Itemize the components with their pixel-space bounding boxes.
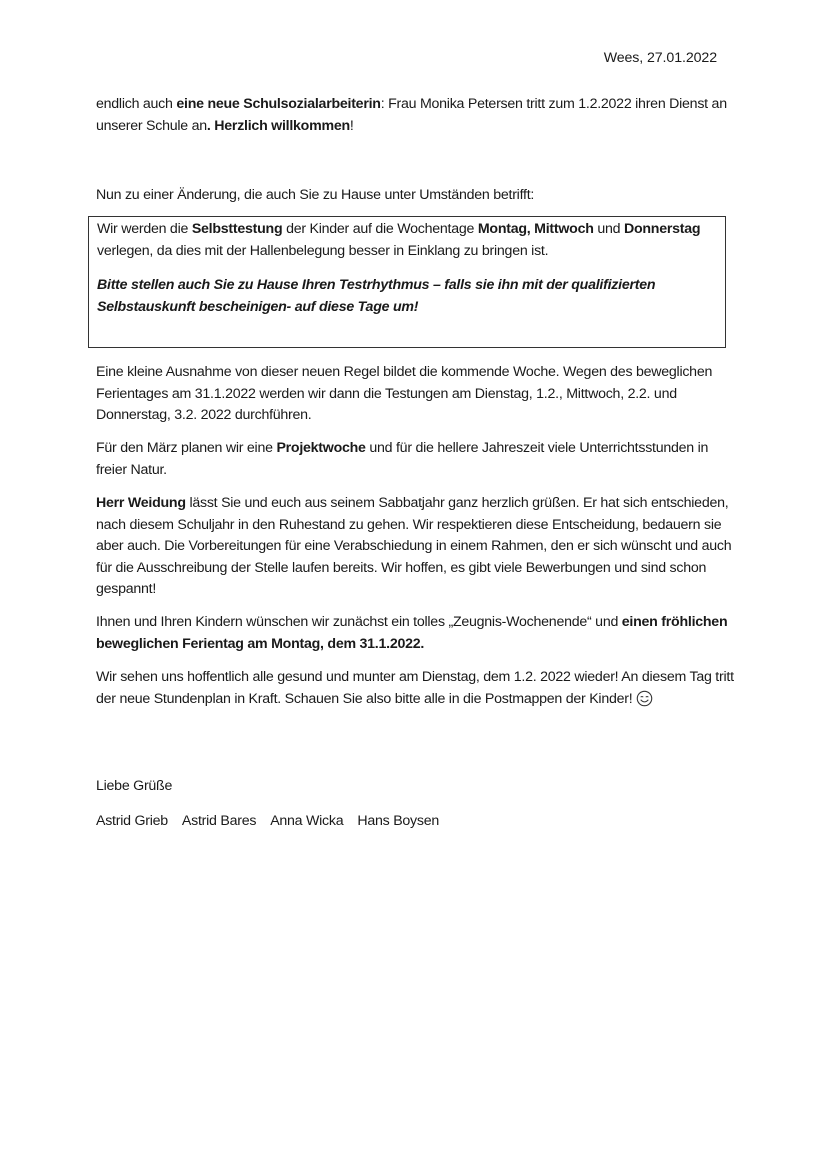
bold-text: Selbsttestung	[191, 221, 283, 237]
text: und	[593, 221, 624, 237]
text: der Kinder auf die Wochentage	[282, 221, 478, 237]
notice-testing-days	[97, 219, 717, 262]
text: Für den März planen wir eine	[96, 440, 277, 456]
paragraph-weekend-wishes	[96, 612, 736, 655]
text: !	[349, 117, 354, 134]
text: verlegen, da dies mit der Hallenbelegung besser in Einklang zu bringen ist.	[97, 242, 549, 259]
paragraph-herr-weidung	[96, 493, 736, 601]
bold-text: eine neue Schulsozialarbeiterin	[176, 96, 381, 112]
notice-box	[88, 216, 726, 348]
signatures	[96, 811, 736, 833]
smiley-face-icon	[636, 690, 653, 707]
text: Ihnen und Ihren Kindern wünschen wir zunächst ein tolles „Zeugnis-Wochenende“ und	[96, 614, 622, 630]
closing-greeting: Liebe Grüße	[96, 778, 173, 794]
paragraph-new-social-worker	[96, 94, 736, 137]
bold-text: Montag, Mittwoch	[477, 221, 594, 237]
paragraph-change-intro: Nun zu einer Änderung, die auch Sie zu Hause unter Umständen betrifft:	[96, 187, 535, 203]
paragraph-project-week	[96, 438, 736, 481]
bold-text: einen fröhlichen beweglichen Ferientag am Montag, dem 31.1.2022.	[96, 614, 728, 652]
bold-text: Projektwoche	[276, 440, 366, 456]
signatory: Hans Boysen	[357, 813, 440, 829]
text: Wir werden die	[97, 221, 192, 237]
bold-text: Donnerstag	[623, 221, 701, 237]
letter-date: Wees, 27.01.2022	[603, 50, 717, 66]
bold-text: Herr Weidung	[96, 495, 186, 511]
text: : Frau Monika Petersen tritt zum 1.2.2022 ihren Dienst an unserer Schule an	[96, 96, 727, 134]
text: lässt Sie und euch aus seinem Sabbatjahr ganz herzlich grüßen. Er hat sich entschieden, nach diesem Schuljahr in den Ruhestand zu gehen. Wir respektieren diese Entscheidung, bedauern sie aber auch. Die Vorbereitungen für eine Verabschiedung in einem Rahmen, den er sich wünscht und auch für die Ausschreibung der Stelle laufen bereits. Wir hoffen, es gibt viele Bewerbungen und sind schon gespannt!	[96, 495, 732, 597]
bold-text: . Herzlich willkommen	[206, 117, 350, 134]
text: Wir sehen uns hoffentlich alle gesund und munter am Dienstag, dem 1.2. 2022 wieder! An diesem Tag tritt der neue Stundenplan in Kraft. Schauen Sie also bitte alle in die Postmappen der Kinder!	[96, 669, 734, 707]
notice-emphasis: Bitte stellen auch Sie zu Hause Ihren Testrhythmus – falls sie ihn mit der qualifizierten Selbstauskunft bescheinigen- auf diese Tage um!	[97, 277, 656, 315]
signatory: Astrid Bares	[181, 813, 257, 829]
paragraph-see-you	[96, 667, 736, 710]
signatory: Astrid Grieb	[96, 813, 168, 829]
paragraph-exception: Eine kleine Ausnahme von dieser neuen Regel bildet die kommende Woche. Wegen des beweglichen Ferientages am 31.1.2022 werden wir dann die Testungen am Dienstag, 1.2., Mittwoch, 2.2. und Donnerstag, 3.2. 2022 durchführen.	[96, 364, 713, 423]
text: endlich auch	[96, 96, 177, 112]
signatory: Anna Wicka	[270, 813, 344, 829]
text: und für die hellere Jahreszeit viele Unterrichtsstunden in freier Natur.	[96, 440, 709, 478]
